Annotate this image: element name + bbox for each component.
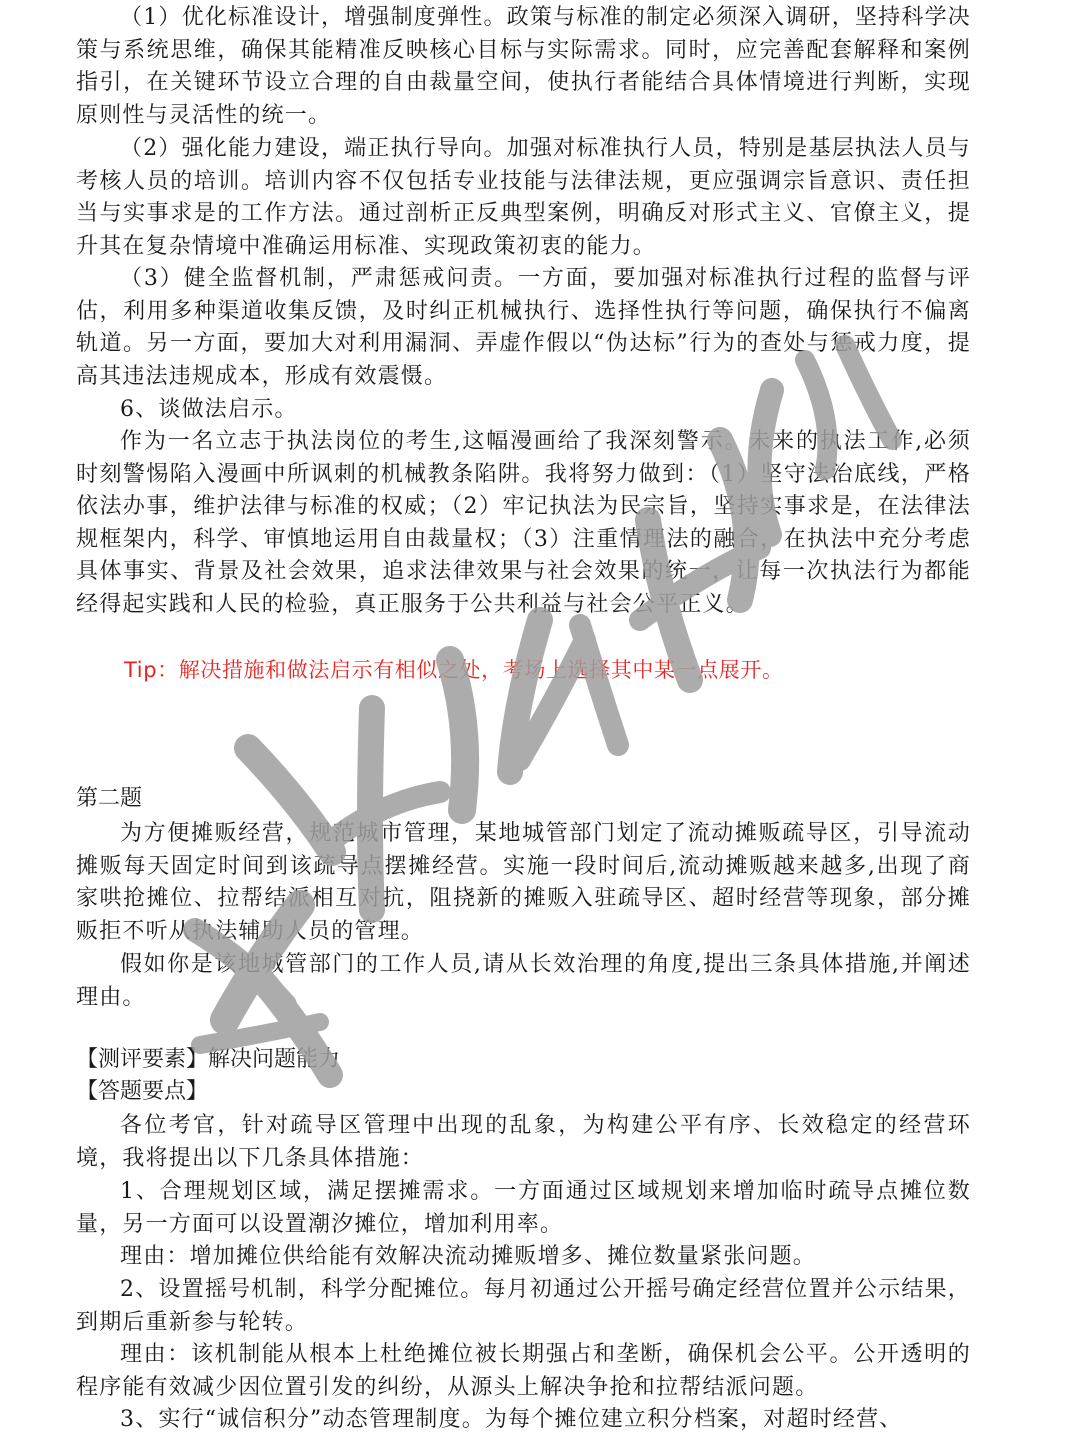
- watermark-stroke: [200, 1022, 320, 1045]
- measure-paragraph-1: （1）优化标准设计，增强制度弹性。政策与标准的制定必须深入调研，坚持科学决策与系统思维，确保其能精准反映核心目标与实际需求。同时，应完善配套解释和案例指引，在关键环节设立合理的自由裁量空间，使执行者能结合具体情境进行判断，实现原则性与灵活性的统一。: [76, 5, 971, 128]
- answer-measure-1: 1、合理规划区域，满足摆摊需求。一方面通过区域规划来增加临时疏导点摊位数量，另一方面可以设置潮汐摊位，增加利用率。: [76, 1179, 971, 1237]
- watermark-stroke: [510, 620, 540, 772]
- answer-intro: 各位考官，针对疏导区管理中出现的乱象，为构建公平有序、长效稳定的经营环境，我将提出以下几条具体措施：: [76, 1113, 971, 1171]
- tip-note: Tip：解决措施和做法启示有相似之处，考场上选择其中某一点展开。: [124, 658, 784, 682]
- answer-measure-2: 2、设置摇号机制，科学分配摊位。每月初通过公开摇号确定经营位置并公示结果，到期后重新参与轮转。: [76, 1277, 971, 1335]
- measure-paragraph-3: （3）健全监督机制，严肃惩戒问责。一方面，要加强对标准执行过程的监督与评估，利用多种渠道收集反馈，及时纠正机械执行、选择性执行等问题，确保执行不偏离轨道。另一方面，要加大对利用漏洞、弄虚作假以“伪达标”行为的查处与惩戒力度，提高其违法违规成本，形成有效震慑。: [76, 266, 971, 389]
- answer-reason-2: 理由：该机制能从根本上杜绝摊位被长期强占和垄断，确保机会公平。公开透明的程序能有效减少因位置引发的纠纷，从源头上解决争抢和拉帮结派问题。: [76, 1342, 971, 1400]
- watermark-stroke: [580, 625, 618, 745]
- measure-paragraph-2: （2）强化能力建设，端正执行导向。加强对标准执行人员，特别是基层执法人员与考核人员的培训。培训内容不仅包括专业技能与法律法规，更应强调宗旨意识、责任担当与实事求是的工作方法。通过剖析正反典型案例，明确反对形式主义、官僚主义，提升其在复杂情境中准确运用标准、实现政策初衷的能力。: [76, 136, 971, 259]
- answer-points-heading: 【答题要点】: [76, 1079, 209, 1104]
- question-2-title: 第二题: [76, 786, 143, 811]
- practice-paragraph: 作为一名立志于执法岗位的考生,这幅漫画给了我深刻警示。未来的执法工作,必须时刻警惕陷入漫画中所讽刺的机械教条陷阱。我将努力做到：（1）坚守法治底线，严格依法办事，维护法律与标准的权威；（2）牢记执法为民宗旨，坚持实事求是，在法律法规框架内，科学、审慎地运用自由裁量权；（3）注重情理法的融合，在执法中充分考虑具体事实、背景及社会效果，追求法律效果与社会效果的统一，让每一次执法行为都能经得起实践和人民的检验，真正服务于公共利益与社会公平正义。: [76, 429, 971, 617]
- evaluation-element: 【测评要素】解决问题能力: [76, 1047, 341, 1072]
- answer-reason-1: 理由：增加摊位供给能有效解决流动摊贩增多、摊位数量紧张问题。: [120, 1244, 817, 1269]
- section-heading-practice: 6、谈做法启示。: [120, 397, 298, 422]
- answer-measure-3: 3、实行“诚信积分”动态管理制度。为每个摊位建立积分档案，对超时经营、: [120, 1407, 903, 1432]
- question-2-ask: 假如你是该地城管部门的工作人员,请从长效治理的角度,提出三条具体措施,并阐述理由。: [76, 952, 971, 1010]
- question-2-body: 为方便摊贩经营，规范城市管理，某地城管部门划定了流动摊贩疏导区，引导流动摊贩每天固定时间到该疏导点摆摊经营。实施一段时间后,流动摊贩越来越多,出现了商家哄抢摊位、拉帮结派相互对抗，阻挠新的摊贩入驻疏导区、超时经营等现象，部分摊贩拒不听从执法辅助人员的管理。: [76, 821, 971, 944]
